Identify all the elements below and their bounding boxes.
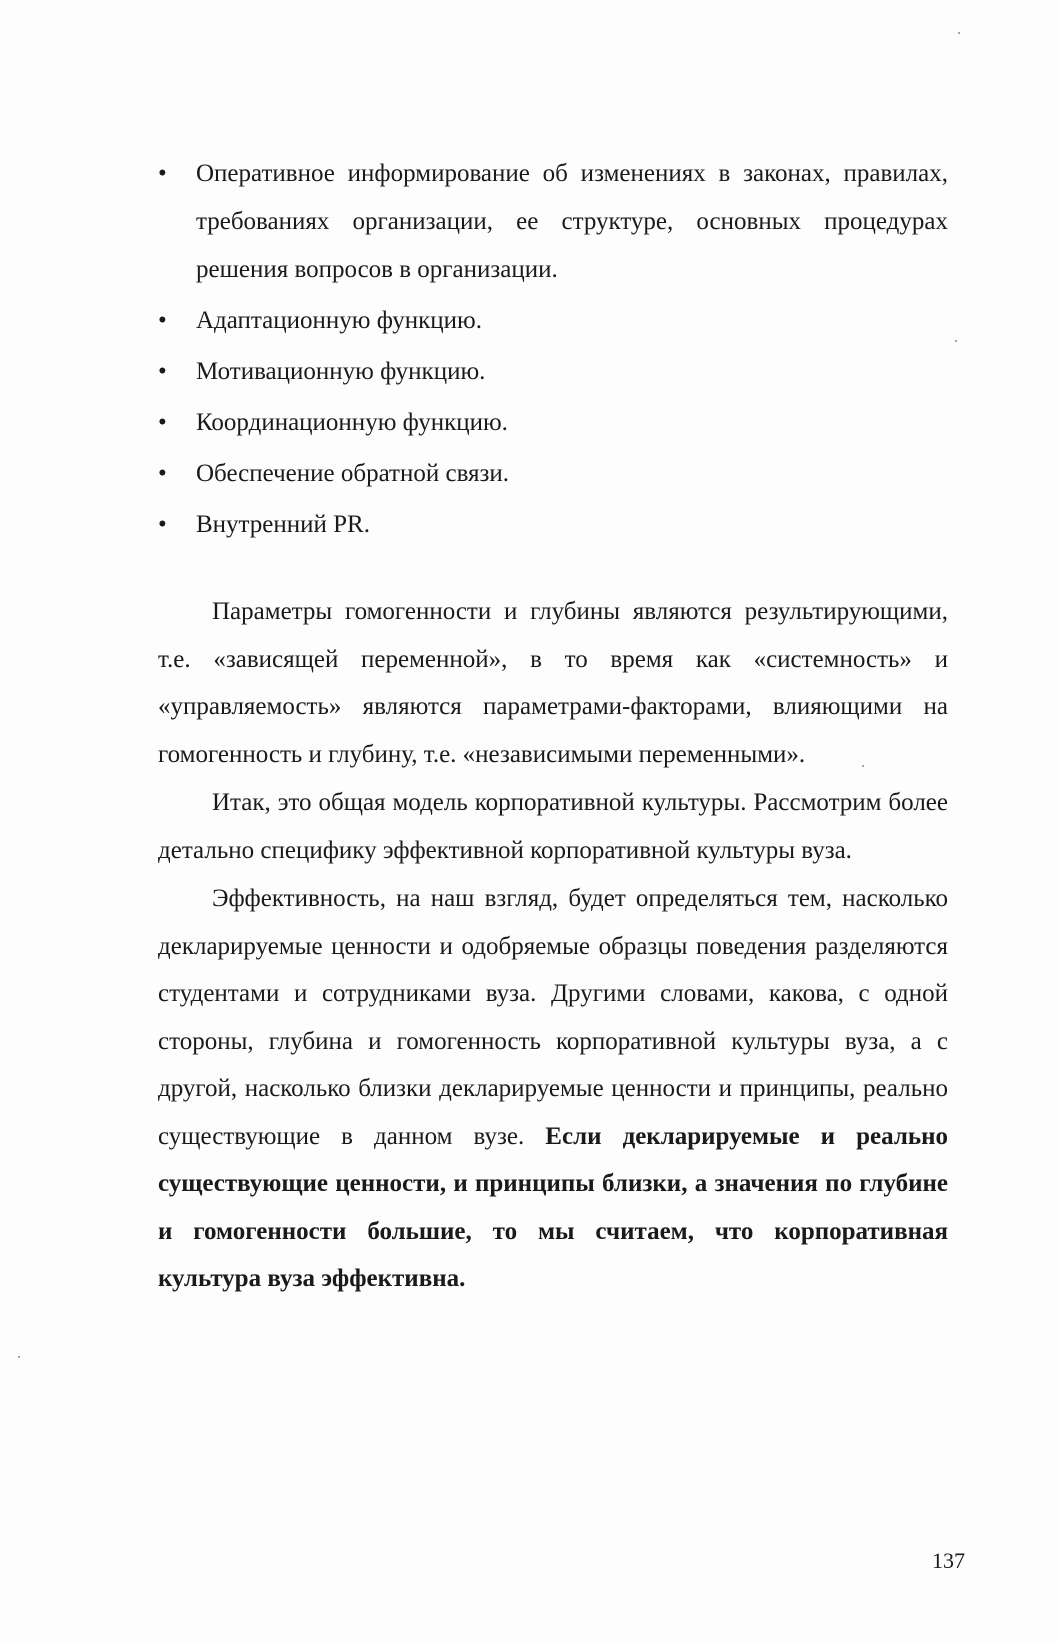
paragraph-parameters: Параметры гомогенности и глубины являются результирующими, т.е. «зависящей переменной», в то время как «системность» и «управляемость» являются параметрами-факторами, влияющими на гомогенность и глубину, т.е. «независимыми переменными». bbox=[158, 598, 948, 768]
bullet-item: • Оперативное информирование об изменениях в законах, правилах, требованиях организации, ее структуре, основных процедурах решения вопросов в организации. bbox=[158, 150, 948, 294]
paragraph-general-model: Итак, это общая модель корпоративной культуры. Рассмотрим более детально специфику эффективной корпоративной культуры вуза. bbox=[158, 789, 948, 864]
bullet-item: • Внутренний PR. bbox=[158, 501, 948, 549]
function-bullet-list bbox=[158, 150, 948, 552]
scan-speck bbox=[958, 32, 960, 34]
scan-speck bbox=[955, 340, 957, 342]
scan-speck bbox=[18, 1356, 20, 1358]
bullet-item: • Обеспечение обратной связи. bbox=[158, 450, 948, 498]
bullet-item: • Координационную функцию. bbox=[158, 399, 948, 447]
paragraph-effectiveness-text: Эффективность, на наш взгляд, будет определяться тем, насколько декларируемые ценности и одобряемые образцы поведения разделяются студентами и сотрудниками вуза. Другими словами, какова, с одной стороны, глубина и гомогенность корпоративной культуры вуза, а с другой, насколько близки декларируемые ценности и принципы, реально существующие в данном вузе. bbox=[158, 885, 948, 1150]
scan-speck bbox=[862, 765, 864, 767]
paragraph-effectiveness bbox=[158, 875, 948, 1303]
bullet-item: • Мотивационную функцию. bbox=[158, 348, 948, 396]
page-number: 137 bbox=[932, 1548, 965, 1573]
body-text bbox=[158, 588, 948, 1304]
bullet-item: • Адаптационную функцию. bbox=[158, 297, 948, 345]
paragraph-effectiveness-conclusion: Если декларируемые и реально существующие ценности, и принципы близки, а значения по глубине и гомогенности большие, то мы считаем, что корпоративная культура вуза эффективна. bbox=[158, 1122, 948, 1292]
